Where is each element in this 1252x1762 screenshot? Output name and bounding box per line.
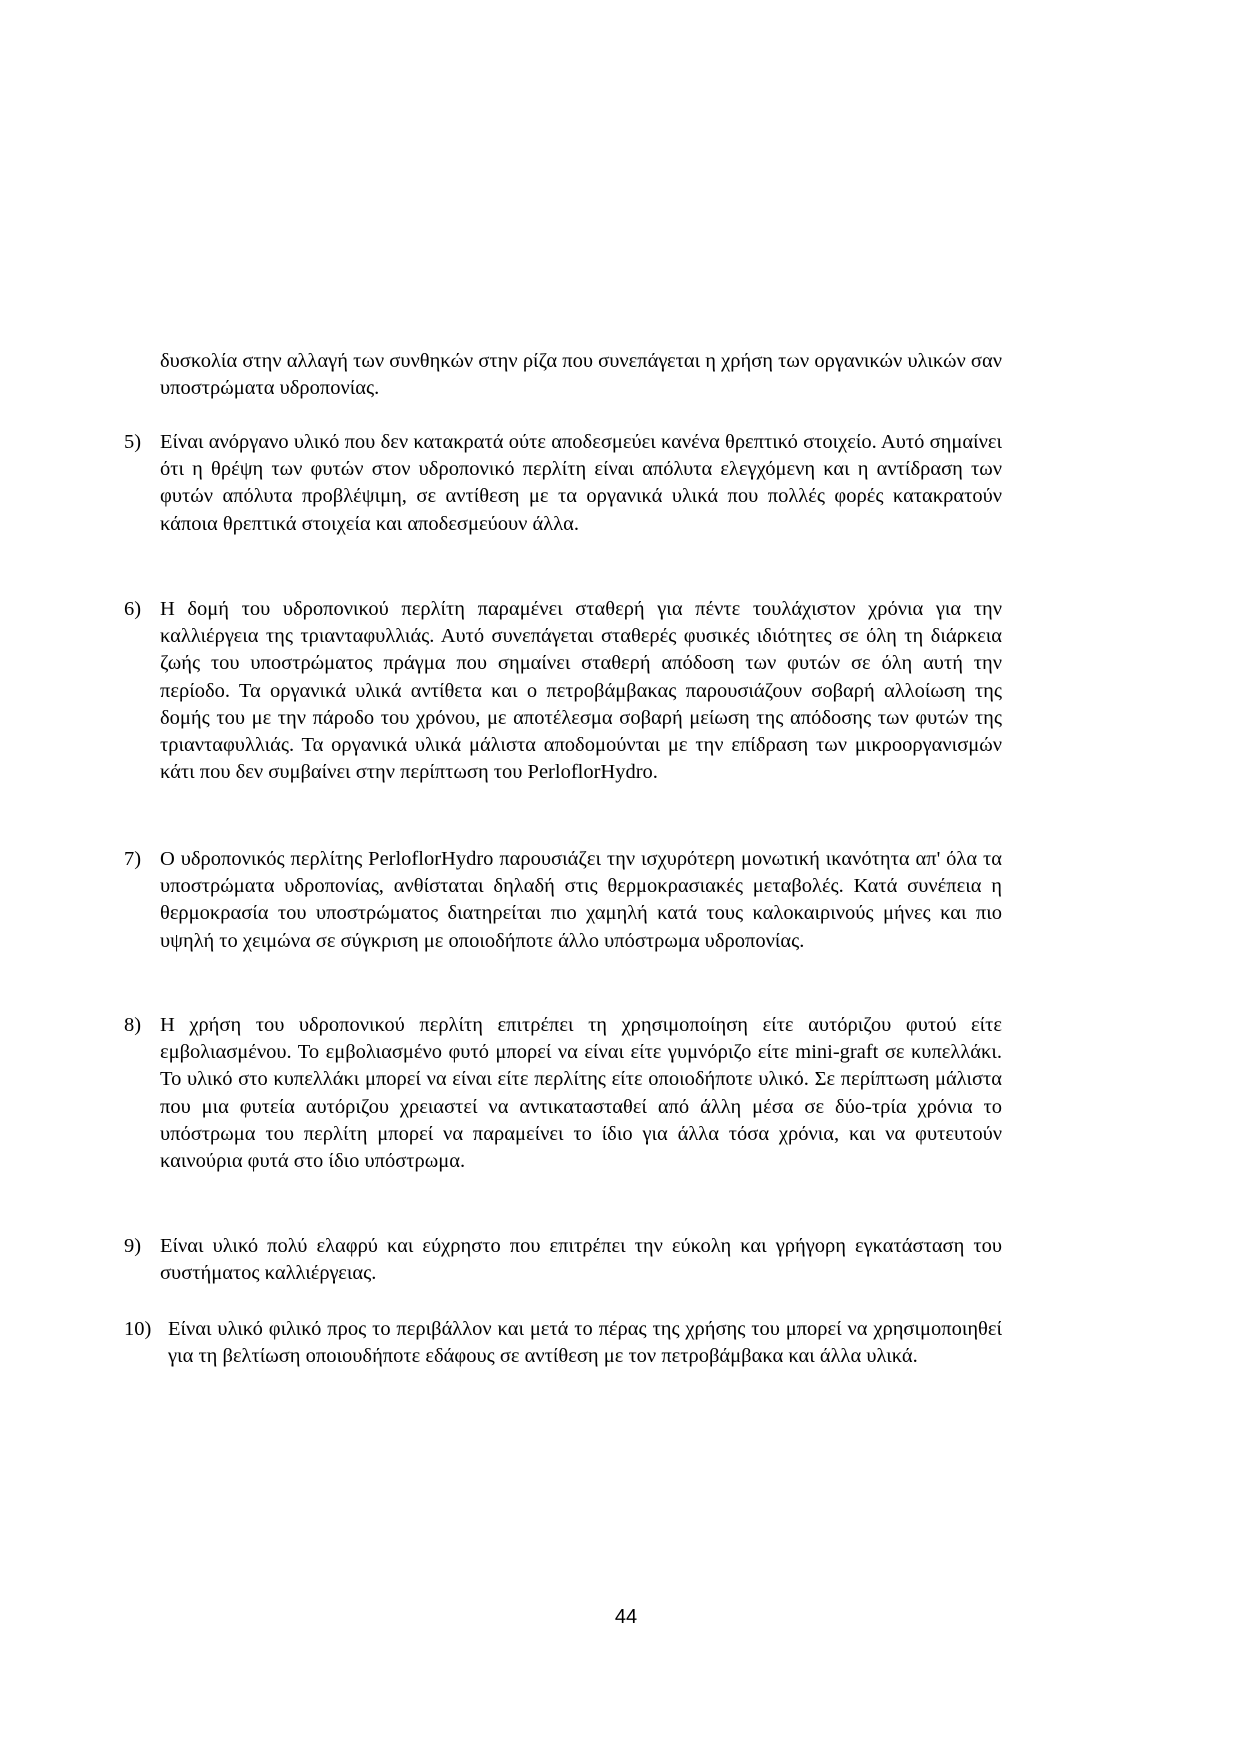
list-item-text: Ο υδροπονικός περλίτης PerloflorHydro παρουσιάζει την ισχυρότερη μονωτική ικανότητα απ' όλα τα υποστρώματα υδροπονίας, ανθίσταται δηλαδή στις θερμοκρασιακές μεταβολές. Κατά συνέπεια η θερμοκρασία του υποστρώματος διατηρείται πιο χαμηλή κατά τους καλοκαιρινούς μήνες και πιο υψηλή το χειμώνα σε σύγκριση με οποιοδήποτε άλλο υπόστρωμα υδροπονίας.: [160, 848, 1002, 952]
list-item-text: Η δομή του υδροπονικού περλίτη παραμένει σταθερή για πέντε τουλάχιστον χρόνια για την καλλιέργεια της τριανταφυλλιάς. Αυτό συνεπάγεται σταθερές φυσικές ιδιότητες σε όλη τη διάρκεια ζωής του υποστρώματος πράγμα που σημαίνει σταθερή απόδοση των φυτών σε όλη αυτή την περίοδο. Τα οργανικά υλικά αντίθετα και ο πετροβάμβακας παρουσιάζουν σοβαρή αλλοίωση της δομής του με την πάροδο του χρόνου, με αποτέλεσμα σοβαρή μείωση της απόδοσης των φυτών της τριανταφυλλιάς. Τα οργανικά υλικά μάλιστα αποδομούνται με την επίδραση των μικροοργανισμών κάτι που δεν συμβαίνει στην περίπτωση του PerloflorHydro.: [160, 598, 1002, 784]
list-item-8: [124, 1012, 1002, 1175]
list-item-text: Είναι ανόργανο υλικό που δεν κατακρατά ούτε αποδεσμεύει κανένα θρεπτικό στοιχείο. Αυτό σημαίνει ότι η θρέψη των φυτών στον υδροπονικό περλίτη είναι απόλυτα ελεγχόμενη και η αντίδραση των φυτών απόλυτα προβλέψιμη, σε αντίθεση με τα οργανικά υλικά που πολλές φορές κατακρατούν κάποια θρεπτικά στοιχεία και αποδεσμεύουν άλλα.: [160, 431, 1002, 535]
page-number: 44: [614, 1606, 638, 1628]
list-item-number: 7): [124, 848, 142, 870]
list-item-number: 10): [124, 1318, 152, 1340]
list-item-7: [124, 846, 1002, 955]
list-item-number: 8): [124, 1014, 142, 1036]
list-item-number: 9): [124, 1235, 142, 1257]
list-item-number: 6): [124, 598, 142, 620]
intro-paragraph: δυσκολία στην αλλαγή των συνθηκών στην ρίζα που συνεπάγεται η χρήση των οργανικών υλικών σαν υποστρώματα υδροπονίας.: [160, 350, 1002, 400]
list-item-9: [124, 1233, 1002, 1287]
list-item-5: [124, 429, 1002, 538]
list-item-text: Είναι υλικό φιλικό προς το περιβάλλον και μετά το πέρας της χρήσης του μπορεί να χρησιμοποιηθεί για τη βελτίωση οποιουδήποτε εδάφους σε αντίθεση με τον πετροβάμβακα και άλλα υλικά.: [168, 1318, 1002, 1368]
list-item-10: [124, 1316, 1002, 1370]
list-item-number: 5): [124, 431, 142, 453]
list-item-text: Η χρήση του υδροπονικού περλίτη επιτρέπει τη χρησιμοποίηση είτε αυτόριζου φυτού είτε εμβολιασμένου. Το εμβολιασμένο φυτό μπορεί να είναι είτε γυμνόριζο είτε mini-graft σε κυπελλάκι. Το υλικό στο κυπελλάκι μπορεί να είναι είτε περλίτης είτε οποιοδήποτε υλικό. Σε περίπτωση μάλιστα που μια φυτεία αυτόριζου χρειαστεί να αντικατασταθεί από άλλη μέσα σε δύο-τρία χρόνια το υπόστρωμα του περλίτη μπορεί να παραμείνει το ίδιο για άλλα τόσα χρόνια, και να φυτευτούν καινούρια φυτά στο ίδιο υπόστρωμα.: [160, 1014, 1002, 1173]
list-item-text: Είναι υλικό πολύ ελαφρύ και εύχρηστο που επιτρέπει την εύκολη και γρήγορη εγκατάσταση του συστήματος καλλιέργειας.: [160, 1235, 1002, 1285]
list-item-6: [124, 596, 1002, 786]
